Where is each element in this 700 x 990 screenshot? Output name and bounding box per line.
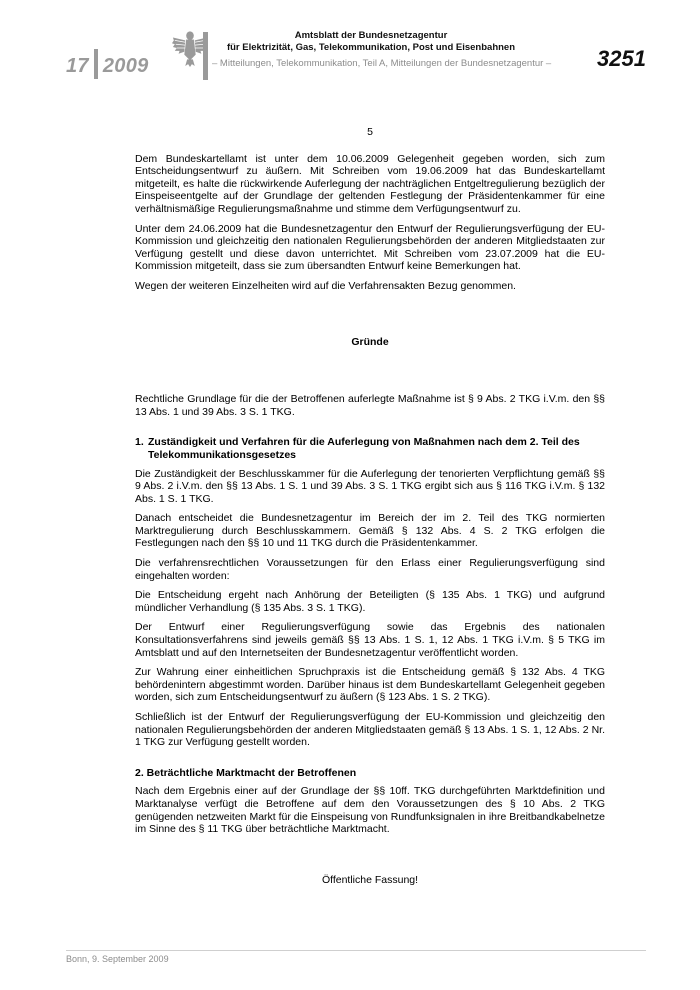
paragraph: Unter dem 24.06.2009 hat die Bundesnetzagentur den Entwurf der Regulierungsverfügung der EU-Kommission und gleichzeitig den nationalen Regulierungsbehörden der anderen Mitgliedstaaten zur Verfügung gestellt und diese davon unterrichtet. Mit Schreiben vom 23.07.2009 hat die EU-Kommission mitgeteilt, dass sie zum übersandten Entwurf keine Bemerkungen hat. xyxy=(135,222,605,273)
paragraph: Der Entwurf einer Regulierungsverfügung sowie das Ergebnis des nationalen Konsultationsverfahrens sind jeweils gemäß §§ 13 Abs. 1 S. 1, 12 Abs. 1 TKG i.V.m. § 5 TKG im Amtsblatt und auf den Internetseiten der Bundesnetzagentur veröffentlicht worden. xyxy=(135,621,605,659)
paragraph: Schließlich ist der Entwurf der Regulierungsverfügung der EU-Kommission und gleichzeitig den nationalen Regulierungsbehörden der anderen Mitgliedstaaten gemäß § 13 Abs. 1 S. 1, 12 Abs. 2 Nr. 1 TKG zur Verfügung gestellt worden. xyxy=(135,711,605,749)
paragraph: Die Entscheidung ergeht nach Anhörung der Beteiligten (§ 135 Abs. 1 TKG) und aufgrund mündlicher Verhandlung (§ 135 Abs. 3 S. 1 TKG). xyxy=(135,589,605,614)
footer-place-date: Bonn, 9. September 2009 xyxy=(66,954,169,964)
document-page-label: 5 xyxy=(367,126,373,138)
paragraph: Wegen der weiteren Einzelheiten wird auf die Verfahrensakten Bezug genommen. xyxy=(135,279,516,292)
paragraph: Danach entscheidet die Bundesnetzagentur im Bereich der im 2. Teil des TKG normierten Marktregulierung durch Beschlusskammern. Gemäß § 132 Abs. 4 S. 2 TKG erfolgen die Festlegungen nach den §§ 10 und 11 TKG durch die Präsidentenkammer. xyxy=(135,512,605,550)
issue-divider xyxy=(94,49,98,79)
paragraph: Dem Bundeskartellamt ist unter dem 10.06.2009 Gelegenheit gegeben worden, sich zum Entscheidungsentwurf zu äußern. Mit Schreiben vom 19.06.2009 hat das Bundeskartellamt mitgeteilt, es halte die rückwirkende Auferlegung der nachträglichen Entgeltregulierung bezüglich der Einspeiseentgelte auf der Grundlage der geltenden Festlegung der Präsidentenkammer für eine verhältnismäßige Regulierungsmaßnahme und stimme dem Verfügungsentwurf zu. xyxy=(135,152,605,215)
section-1-heading xyxy=(135,436,605,461)
paragraph: Die Zuständigkeit der Beschlusskammer für die Auferlegung der tenorierten Verpflichtung gemäß §§ 9 Abs. 2 i.V.m. den §§ 13 Abs. 1 S. 1 und 39 Abs. 3 S. 1 TKG ergibt sich aus § 116 TKG i.V.m. § 132 Abs. 1 S. 1 TKG. xyxy=(135,467,605,505)
legal-basis-paragraph: Rechtliche Grundlage für die der Betroffenen auferlegte Maßnahme ist § 9 Abs. 2 TKG i.V.m. den §§ 13 Abs. 1 und 39 Abs. 3 S. 1 TKG. xyxy=(135,393,605,418)
gazette-title-line2: für Elektrizität, Gas, Telekommunikation, Post und Eisenbahnen xyxy=(226,42,516,53)
gruende-heading: Gründe xyxy=(351,335,389,348)
gazette-title-line1: Amtsblatt der Bundesnetzagentur xyxy=(294,30,448,41)
public-version-note: Öffentliche Fassung! xyxy=(321,873,419,886)
paragraph: Die verfahrensrechtlichen Voraussetzungen für den Erlass einer Regulierungsverfügung sind eingehalten worden: xyxy=(135,557,605,582)
issue-label xyxy=(66,49,149,79)
gazette-title xyxy=(212,30,530,54)
paragraph: Zur Wahrung einer einheitlichen Spruchpraxis ist die Entscheidung gemäß § 132 Abs. 4 TKG behördenintern abgestimmt worden. Darüber hinaus ist dem Bundeskartellamt Gelegenheit gegeben worden, sich zum Entscheidungsentwurf zu äußern (§ 123 Abs. 1 S. 2 TKG). xyxy=(135,666,605,704)
issue-year: 2009 xyxy=(102,55,149,77)
section-1-number: 1. xyxy=(135,436,144,449)
document-body xyxy=(135,120,605,886)
issue-number: 17 xyxy=(66,55,89,77)
footer-rule xyxy=(66,950,646,951)
header-rule xyxy=(203,32,208,80)
section-2-heading: 2. Beträchtliche Marktmacht der Betroffenen xyxy=(135,766,357,779)
section-1-title: Zuständigkeit und Verfahren für die Auferlegung von Maßnahmen nach dem 2. Teil des Telekommunikationsgesetzes xyxy=(148,436,580,461)
paragraph: Nach dem Ergebnis einer auf der Grundlage der §§ 10ff. TKG durchgeführten Marktdefinition und Marktanalyse verfügt die Betroffene auf dem den Voraussetzungen des § 10 Abs. 2 TKG genügenden netzweiten Markt für die Einspeisung von Rundfunksignalen in ihre Breitbandkabelnetze im Sinne des § 11 TKG über beträchtliche Marktmacht. xyxy=(135,785,605,836)
gazette-page-number: 3251 xyxy=(597,46,646,71)
gazette-subtitle: – Mitteilungen, Telekommunikation, Teil A, Mitteilungen der Bundesnetzagentur – xyxy=(212,58,552,69)
